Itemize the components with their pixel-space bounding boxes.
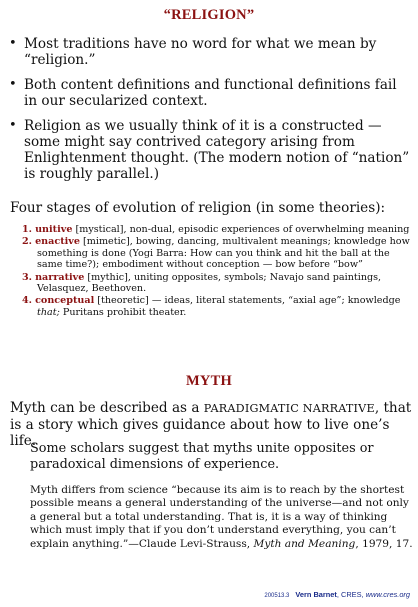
stage-text: [theoretic] — ideas, literal statements, “axial age”; knowledge: [94, 295, 401, 307]
website-link[interactable]: www.cres.org: [365, 590, 410, 599]
stage-term: conceptual: [35, 295, 95, 307]
stage-term: narrative: [35, 271, 85, 283]
levi-strauss-quote: [30, 484, 413, 551]
stage-text: [mystical], non-dual, episodic experiences of overwhelming meaning: [72, 224, 410, 235]
author-org: , CRES,: [336, 590, 366, 599]
bullet-item: • Both content definitions and functional definitions fail in our secularized context.: [9, 77, 413, 109]
stage-item: [22, 236, 414, 270]
author-name: Vern Barnet: [295, 590, 337, 599]
stage-term: unitive: [35, 224, 73, 235]
religion-heading: “RELIGION”: [163, 7, 255, 23]
scholars-paragraph: Some scholars suggest that myths unite opposites or paradoxical dimensions of experience.: [30, 441, 374, 472]
quote-year: , 1979, 17.: [355, 537, 413, 550]
myth-heading: MYTH: [186, 373, 232, 389]
stage-item: [22, 224, 414, 235]
stage-term: enactive: [35, 236, 80, 248]
doc-code: 200513.3: [264, 593, 290, 599]
stage-number: 2.: [22, 236, 33, 248]
stage-text: [mimetic], bowing, dancing, multivalent meanings; knowledge how something is done (Yogi Barra: How can you think and hit the ball at the same time?); embodiment without conception — bow before “bow”: [37, 236, 410, 271]
stage-item: [22, 272, 414, 295]
religion-bullet-list: [9, 36, 413, 191]
stages-list: [22, 224, 414, 319]
stage-item: [22, 295, 414, 318]
stage-number: 4.: [22, 295, 33, 307]
paradigmatic-narrative: PARADIGMATIC NARRATIVE: [203, 402, 375, 415]
stage-text-after: Puritans prohibit theater.: [59, 306, 187, 318]
stage-italic: that;: [37, 306, 60, 318]
stage-text: [mythic], uniting opposites, symbols; Navajo sand paintings, Velasquez, Beethoven.: [37, 271, 382, 295]
quote-book-title: Myth and Meaning: [253, 537, 356, 550]
myth-intro-after: , that is a story which gives guidance about how to live one’s life.: [10, 400, 412, 449]
myth-intro-before: Myth can be described as a: [10, 400, 204, 416]
footer: [264, 590, 410, 599]
bullet-item: • Most traditions have no word for what we mean by “religion.”: [9, 36, 413, 68]
stages-intro: Four stages of evolution of religion (in some theories):: [10, 200, 386, 216]
bullet-item: • Religion as we usually think of it is a constructed — some might say contrived category arising from Enlightenment thought. (The modern notion of “nation” is roughly parallel.): [9, 118, 413, 182]
quote-text: Myth differs from science “because its aim is to reach by the shortest possible means a general understanding of the universe—and not only a general but a total understanding. That is, it is a way of thinking which must imply that if you don’t understand everything, you can’t explain anything.”—Claude Levi-Strauss,: [30, 484, 409, 550]
stage-number: 3.: [22, 271, 33, 283]
stage-number: 1.: [22, 224, 33, 235]
